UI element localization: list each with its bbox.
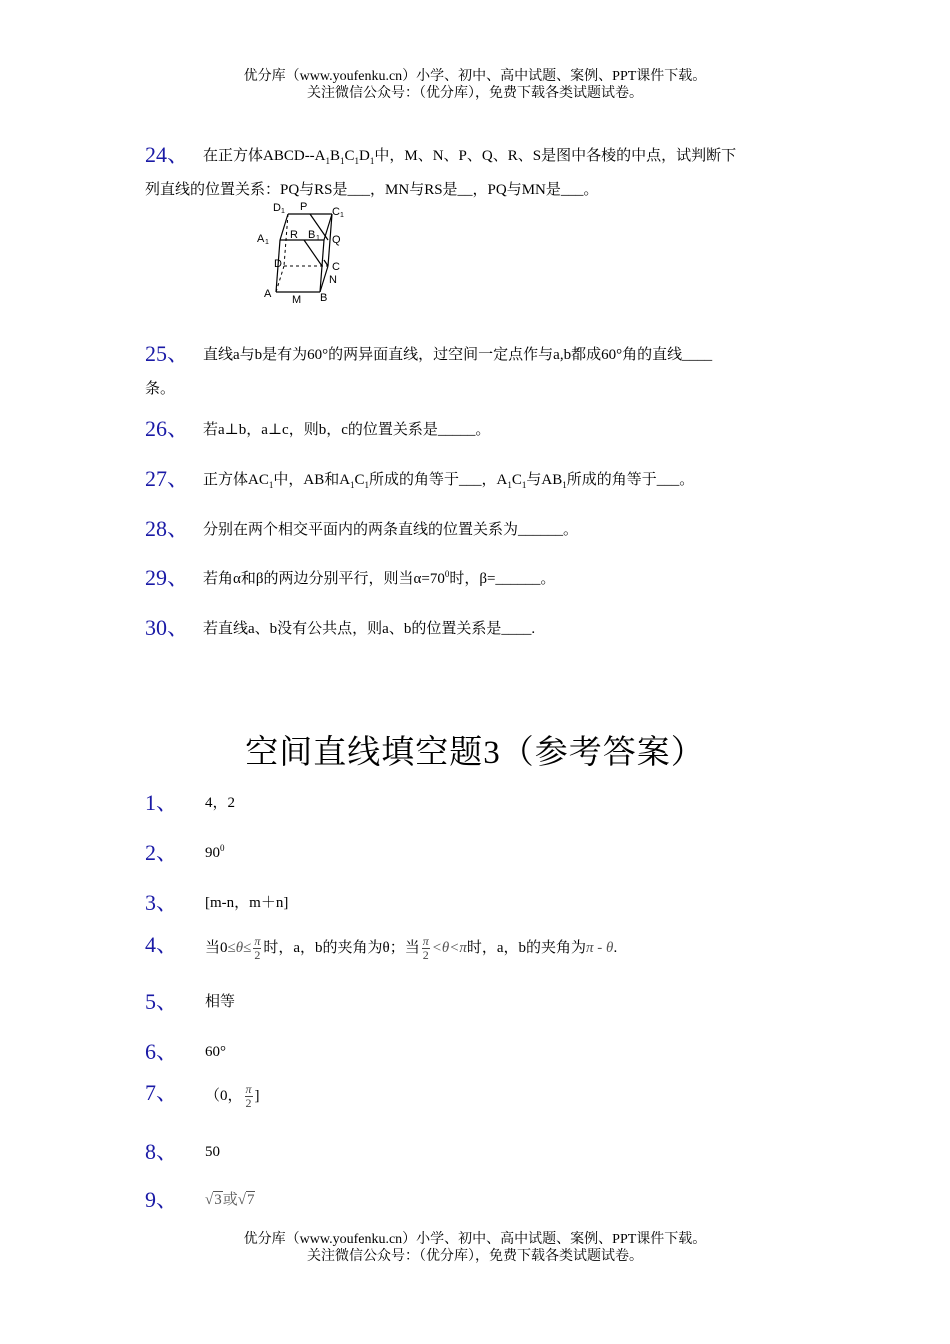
question-26 <box>145 412 810 443</box>
answer-number: 6、 <box>145 1039 179 1064</box>
question-25 <box>145 337 810 368</box>
label-a1: A <box>257 233 265 245</box>
answer-number: 5、 <box>145 989 179 1014</box>
label-n: N <box>329 274 337 286</box>
answer-value: √3或√7 <box>205 1192 255 1208</box>
label-b1: B <box>308 229 316 241</box>
answer-1 <box>145 786 235 817</box>
fraction-pi-over-2: $\frac{\pi}{2}$ <box>254 934 261 963</box>
answer-number: 3、 <box>145 890 179 915</box>
answer-number: 4、 <box>145 932 179 957</box>
page-header <box>0 68 950 102</box>
label-b: B <box>320 292 328 304</box>
svg-text:1: 1 <box>281 208 285 215</box>
label-d: D <box>274 258 282 270</box>
question-number: 29、 <box>145 565 190 590</box>
answer-9 <box>145 1183 255 1214</box>
question-number: 26、 <box>145 416 190 441</box>
svg-text:1: 1 <box>340 212 344 219</box>
answer-number: 8、 <box>145 1139 179 1164</box>
question-text: 若角α和β的两边分别平行，则当$\alpha=70^0$时，β=______。 <box>203 569 556 587</box>
answer-7 <box>145 1076 260 1110</box>
label-p: P <box>300 201 308 213</box>
fraction-pi-over-2: $\frac{\pi}{2}$ <box>245 1082 252 1111</box>
answer-2 <box>145 836 225 867</box>
answer-value: 当0≤θ≤ $\frac{\pi}{2}$ 时，a，b的夹角为θ；当 $\frac{\pi}{2}$ <θ<π时，a，b的夹角为π - θ. <box>205 934 618 963</box>
page-footer <box>0 1231 950 1265</box>
answer-number: 9、 <box>145 1187 179 1212</box>
header-line-1: 优分库（www.youfenku.cn）小学、初中、高中试题、案例、PPT课件下载。 <box>243 69 707 84</box>
question-text: 若a⊥b，a⊥c，则b，c的位置关系是_____。 <box>203 422 491 438</box>
question-28 <box>145 512 810 543</box>
fraction-pi-over-2: $\frac{\pi}{2}$ <box>422 934 429 963</box>
question-text: 分别在两个相交平面内的两条直线的位置关系为______。 <box>203 522 579 538</box>
label-a: A <box>264 288 272 300</box>
label-m: M <box>292 294 302 306</box>
answer-value: $90^0$ <box>205 843 225 861</box>
label-c1: C <box>332 206 340 218</box>
question-number: 28、 <box>145 516 190 541</box>
answer-5 <box>145 985 235 1016</box>
footer-line-1: 优分库（www.youfenku.cn）小学、初中、高中试题、案例、PPT课件下载。 <box>243 1232 707 1247</box>
question-text: 在正方体ABCD-$-A_1B_1C_1D_1$中，M、N、P、Q、R、S是图中各棱的中点，试判断下 <box>203 148 737 166</box>
question-number: 30、 <box>145 615 190 640</box>
label-c: C <box>332 261 340 273</box>
answer-3 <box>145 886 288 917</box>
answer-value: 60° <box>205 1044 226 1060</box>
answer-6 <box>145 1035 226 1066</box>
question-number: 27、 <box>145 466 190 491</box>
answer-number: 1、 <box>145 790 179 815</box>
question-text: 直线a与b是有为60°的两异面直线，过空间一定点作与a,b都成60°角的直线____ <box>203 347 713 363</box>
answer-value: [m-n，m＋n] <box>205 895 289 911</box>
header-line-2: 关注微信公众号：（优分库），免费下载各类试题试卷。 <box>307 86 643 101</box>
question-number: 24、 <box>145 142 190 167</box>
answer-number: 2、 <box>145 840 179 865</box>
question-number: 25、 <box>145 341 190 366</box>
answer-4 <box>145 928 617 962</box>
question-text: 若直线a、b没有公共点，则a、b的位置关系是____. <box>203 621 536 637</box>
footer-line-2: 关注微信公众号：（优分库），免费下载各类试题试卷。 <box>307 1249 643 1264</box>
svg-text:1: 1 <box>316 235 320 242</box>
answer-8 <box>145 1135 220 1166</box>
answer-value: 50 <box>205 1144 220 1160</box>
question-25-line-2: 条。 <box>145 381 176 397</box>
answer-number: 7、 <box>145 1080 179 1105</box>
label-r: R <box>290 229 298 241</box>
question-29 <box>145 561 810 592</box>
svg-text:1: 1 <box>265 239 269 246</box>
question-27 <box>145 462 810 493</box>
question-24 <box>145 138 810 169</box>
question-text: 正方体$AC_1$中，AB和$A_1C_1$所成的角等于___，$A_1C_1$与$AB_1$所成的角等于___。 <box>203 472 695 490</box>
label-d1: D <box>273 202 281 214</box>
cube-figure <box>252 200 352 308</box>
label-q: Q <box>332 234 341 246</box>
answer-value: 相等 <box>205 994 236 1010</box>
question-24-line-2: 列直线的位置关系：PQ与RS是___，MN与RS是__，PQ与MN是___。 <box>145 182 599 198</box>
answer-value: （0， $\frac{\pi}{2}$ ] <box>205 1082 260 1111</box>
answers-title: 空间直线填空题3（参考答案） <box>245 735 705 771</box>
answer-value: 4，2 <box>205 795 236 811</box>
question-30 <box>145 611 810 642</box>
